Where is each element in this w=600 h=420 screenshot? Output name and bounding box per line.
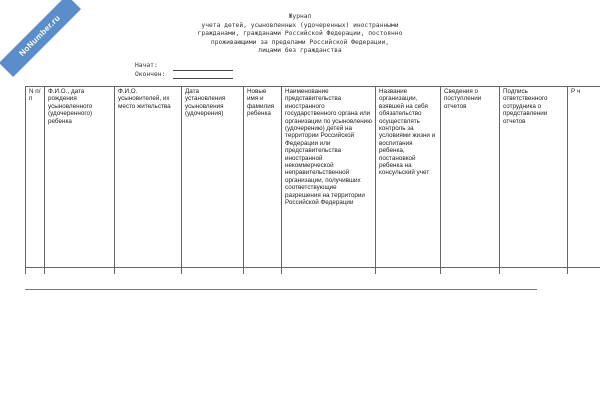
table-cell	[244, 268, 282, 275]
column-header: Р ч	[568, 87, 600, 268]
table-header-row	[26, 87, 600, 268]
watermark: NoNumber.ru	[0, 0, 81, 77]
table-cell	[568, 268, 600, 275]
end-date-line	[173, 71, 233, 79]
table-cell	[182, 268, 244, 275]
column-header: Дата установления усыновления (удочерения)	[182, 87, 244, 268]
document-title	[0, 13, 600, 56]
column-header: N п/п	[26, 87, 45, 268]
journal-table	[25, 86, 600, 274]
table-cell	[500, 268, 568, 275]
title-line: проживающими за пределами Российской Федерации,	[210, 38, 390, 46]
column-header: Ф.И.О., дата рождения усыновленного (удочеренного) ребенка	[45, 87, 115, 268]
title-line: гражданами, гражданами Российской Федерации, постоянно	[197, 30, 403, 38]
start-date-label: Начат:	[135, 62, 158, 69]
column-header: Новые имя и фамилия ребенка	[244, 87, 282, 268]
table-row	[26, 268, 600, 275]
title-line: учета детей, усыновленных (удочеренных) иностранными	[201, 21, 399, 29]
table-cell	[441, 268, 500, 275]
footnote-separator	[25, 289, 537, 290]
column-header: Наименование представительства иностранного государственного органа или организации по усыновлению (удочерению) детей на территории Российской Федерации или представительства иностранной некоммерческой неправительственной организации, получивших соответствующие разрешения на территории Российской Федерации	[282, 87, 376, 268]
end-date-label: Окончен:	[135, 70, 166, 78]
journal-dates	[135, 62, 233, 79]
table-cell	[26, 268, 45, 275]
table-cell	[45, 268, 115, 275]
table-cell	[376, 268, 441, 275]
table-cell	[282, 268, 376, 275]
column-header: Сведения о поступлении отчетов	[441, 87, 500, 268]
title-line: лицами без гражданства	[258, 47, 342, 55]
table-cell	[115, 268, 182, 275]
journal-table-wrap	[25, 86, 600, 274]
column-header: Ф.И.О. усыновителей, их место жительства	[115, 87, 182, 268]
column-header: Название организации, взявшей на себя обязательство осуществлять контроль за условиями жизни и воспитания ребенка, постановкой ребенка на консульский учет	[376, 87, 441, 268]
start-date-line	[173, 63, 233, 71]
title-line: Журнал	[288, 13, 312, 20]
column-header: Подпись ответственного сотрудника о представлении отчетов	[500, 87, 568, 268]
